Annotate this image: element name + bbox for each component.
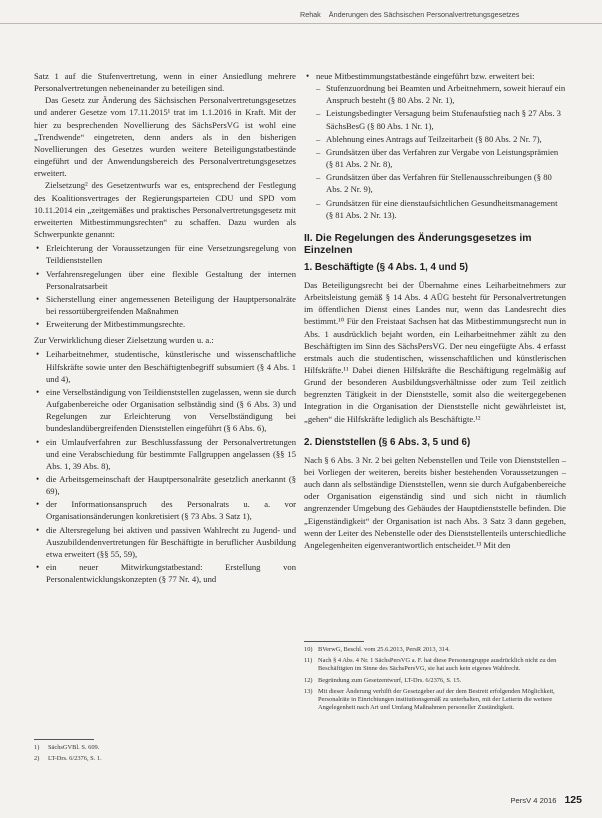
list-item-text: neue Mitbestimmungstatbestände eingeführt bzw. erweitert bei:: [316, 71, 535, 81]
footnote: [304, 677, 566, 685]
list-item: • die Arbeitsgemeinschaft der Hauptpersonalräte gesetzlich anerkannt (§ 69),: [34, 473, 296, 497]
page-footer: [510, 794, 582, 806]
footnote-text: Begründung zum Gesetzentwurf, LT-Drs. 6/2376, S. 15.: [318, 676, 462, 684]
page-number: 125: [564, 794, 582, 806]
paragraph: Zur Verwirklichung dieser Zielsetzung wurden u. a.:: [34, 335, 214, 346]
list-item: • die Altersregelung bei aktiven und passiven Wahlrecht zu Jugend- und Auszubildendenvertretungen für Beschäftigte in beruflicher Ausbildung etwa erweitert (§§ 55, 59),: [34, 524, 296, 560]
left-column: [34, 70, 296, 589]
list-item: • Verfahrensregelungen über eine flexible Gestaltung der internen Personalratsarbeit: [34, 268, 296, 292]
paragraph: Zielsetzung² des Gesetzentwurfs war es, entsprechend der Festlegung des Koalitionsvertrages der Regierungsparteien CDU und SPD vom 10.11.2014 ein „zeitgemäßes und praktisches Personalvertretungsgesetz mit erweiterten Mitbestimmungsrechten“ zu schaffen. Dazu wurden als Schwerpunkte genannt:: [34, 180, 296, 240]
list-item: • Leiharbeitnehmer, studentische, künstlerische und wissenschaftliche Hilfskräfte sowie unter den Beschäftigtenbegriff subsumiert (§ 4 Abs. 1 und 4),: [34, 348, 296, 384]
list-item: • Erweiterung der Mitbestimmungsrechte.: [34, 318, 296, 330]
list-item: • Erleichterung der Voraussetzungen für eine Versetzungsregelung von Teildienststellen: [34, 242, 296, 266]
footnote-separator: [34, 739, 94, 740]
footnote: [34, 755, 296, 763]
footnote-number: 10): [304, 646, 313, 653]
footnote: [304, 657, 566, 673]
footnote: [34, 744, 296, 752]
running-head-title: Änderungen des Sächsischen Personalvertretungsgesetzes: [328, 10, 520, 19]
footnote-number: 13): [304, 687, 313, 695]
paragraph: Satz 1 auf die Stufenvertretung, wenn in einer Ansiedlung mehrere Personalvertretungen nebeneinander zu beteiligen sind.: [34, 71, 296, 94]
footnote-number: 11): [304, 657, 313, 665]
subsection-heading: 1. Beschäftigte (§ 4 Abs. 1, 4 und 5): [304, 261, 469, 273]
sub-list: [316, 82, 566, 221]
sub-list-item: – Stufenzuordnung bei Beamten und Arbeitnehmern, soweit hierauf ein Anspruch besteht (§ 80 Abs. 2 Nr. 1),: [316, 82, 566, 106]
footnote-text: Mit dieser Änderung verhilft der Gesetzgeber auf der dem Bestreit erfolgenden Möglichkeit, Personalräte in Einrichtungen institutionsgemäß zu unterhalten, mit der Leiterin die weitere Angelegenheit nach Art und Umfang Maßnahmen personeller Zuständigkeit.: [318, 687, 555, 712]
journal-issue: PersV 4 2016: [510, 796, 557, 805]
list-item: • ein Umlaufverfahren zur Beschlussfassung der Personalvertretungen und eine Verabschiedung für bestimmte Fallgruppen angelassen (§§ 15 Abs. 1, 39 Abs. 8),: [34, 436, 296, 472]
footnote-text: BVerwG, Beschl. vom 25.6.2013, PersR 2013, 314.: [318, 646, 450, 653]
running-head: [300, 10, 582, 19]
list-item: • ein neuer Mitwirkungstatbestand: Erstellung von Personalentwicklungskonzepten (§ 77 Nr. 4), und: [34, 561, 296, 585]
sub-list-item: – Grundsätzen für eine dienstaufsichtlichen Gesundheitsmanagement (§ 81 Abs. 2 Nr. 13).: [316, 197, 566, 221]
footnote-number: 12): [304, 676, 313, 684]
sub-list-item: – Leistungsbedingter Versagung beim Stufenaufstieg nach § 27 Abs. 3 SächsBesG (§ 80 Abs. 1 Nr. 1),: [316, 107, 566, 131]
bullet-list-codetermination: [304, 70, 566, 221]
sub-list-item: – Ablehnung eines Antrags auf Teilzeitarbeit (§ 80 Abs. 2 Nr. 7),: [316, 133, 566, 145]
footnotes-right: [304, 646, 566, 715]
footnote-number: 1): [34, 744, 40, 751]
paragraph: Das Gesetz zur Änderung des Sächsischen Personalvertretungsgesetzes und anderer Gesetze vom 17.11.2015¹ trat im 1.1.2016 in Kraft. Mit der hier zu besprechenden Novellierung des SächsPersVG ist wohl eine „Trendwende“ eingetreten, denn anders als in den bisherigen Novellierungen des Gesetzes wurden weitere Beteiligungstatbestände eingeführt und der Anwendungsbereich des Personalvertretungsgesetzes erweitert.: [34, 95, 296, 179]
footnotes-left: [34, 744, 296, 766]
footnote-separator: [304, 641, 364, 642]
paragraph: Das Beteiligungsrecht bei der Übernahme eines Leiharbeitnehmers zur Arbeitsleistung gemäß § 14 Abs. 4 AÜG besteht für Personalvertretungen im öffentlichen Dienst eines Landes nur, wenn das Landesrecht dies bestimmt.¹⁰ Für den Freistaat Sachsen hat das Mitbestimmungsrecht nun in Abs. 1 ausdrücklich bejaht worden, ein Leiharbeitnehmer zählt zu den Beschäftigten im Sinn des SächsPersVG. Der neu eingefügte Abs. 4 erfasst erstmals auch die studentischen, wissenschaftlichen und künstlerischen Hilfskräfte.¹¹ Dabei dienen Hilfskräfte die Beschäftigung regelmäßig auf Grund der besonderen Ausbildungsverhältnisse oder zum Teil zeitlich begrenzten Tätigkeit in der Dienststelle, somit also die weitergegebenen Integration in die Organisation der Dienststelle nicht gewährleistet ist, „gehen“ die Hilfskräfte lediglich als Beschäftigte.¹²: [304, 279, 566, 424]
list-item: • eine Verselbständigung von Teildienststellen zugelassen, wenn sie durch Aufgabenbereiche oder Organisation selbständig sind (§ 6 Abs. 3) und Regelungen zur Erleichterung von Verselbständigung bei bundeslandübergreifenden Dienststellen eingeführt (§ 6 Abs. 6),: [34, 386, 296, 435]
sub-list-item: – Grundsätzen über das Verfahren zur Vergabe von Leistungsprämien (§ 81 Abs. 2 Nr. 8),: [316, 146, 566, 170]
footnote: [304, 646, 566, 654]
footnote-text: LT-Drs. 6/2376, S. 1.: [48, 755, 102, 763]
list-item: • der Informationsanspruch des Personalrats u. a. vor Organisationsänderungen konkretisiert (§ 73 Abs. 3 Satz 1),: [34, 498, 296, 522]
list-item: • Sicherstellung einer angemessenen Beteiligung der Hauptpersonalräte bei ressortübergreifenden Maßnahmen: [34, 293, 296, 317]
header-rule: [0, 23, 602, 24]
footnote-text: Nach § 4 Abs. 4 Nr. 1 SächsPersVG a. F. hat diese Personengruppe ausdrücklich nicht zu den Beschäftigten im Sinne des SächsPersVG, sie hat auch kein eigenes Wahlrecht.: [318, 657, 557, 673]
bullet-list-goals: [34, 242, 296, 330]
section-heading: II. Die Regelungen des Änderungsgesetzes im Einzelnen: [304, 232, 532, 257]
sub-list-item: – Grundsätzen über das Verfahren für Stellenausschreibungen (§ 80 Abs. 2 Nr. 9),: [316, 171, 566, 195]
footnote: [304, 688, 566, 713]
right-column: [304, 70, 566, 551]
running-head-author: Rehak: [300, 10, 321, 19]
paragraph: Nach § 6 Abs. 3 Nr. 2 bei gelten Nebenstellen und Teile von Dienststellen – bei Vorliegen der weiteren, bereits bisher bestehenden Voraussetzungen – auch dann als selbständige Dienststellen, wenn sie durch Aufgabenbereiche oder Organisation eigenständig sind und sich nicht in räumlich angrenzender Umgebung des Gebäudes der Hauptdienststelle befinden. Die „Eigenständigkeit“ der Organisation ist nach Abs. 3 Satz 3 dann gegeben, wenn der Leiter des Nebenstelle oder des Dienststellenteils unterschiedliche Angelegenheiten eigenverantwortlich entscheidet.¹³ Mit den: [304, 454, 566, 550]
list-item: [304, 70, 566, 221]
bullet-list-measures: [34, 348, 296, 585]
subsection-heading: 2. Dienststellen (§ 6 Abs. 3, 5 und 6): [304, 436, 471, 448]
footnote-text: SächsGVBl. S. 609.: [48, 744, 100, 751]
footnote-number: 2): [34, 755, 40, 763]
